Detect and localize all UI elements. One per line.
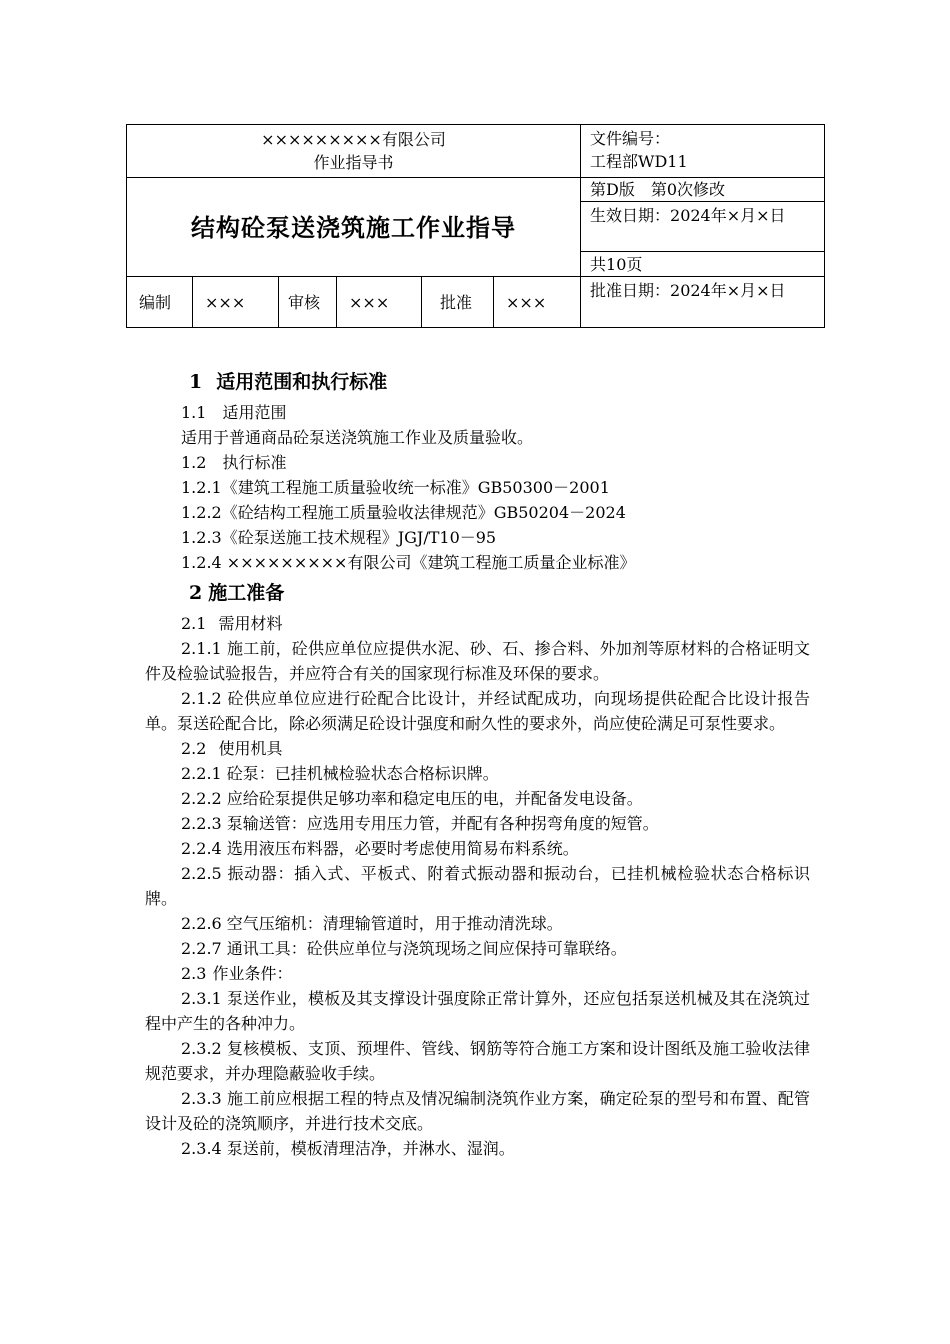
file-no-label: 文件编号： xyxy=(590,129,671,148)
standard-item: 1.2.4 ×××××××××有限公司《建筑工程施工质量企业标准》 xyxy=(181,553,636,572)
compiler-label: 编制 xyxy=(127,277,193,328)
paragraph-2-2-2: 2.2.2 应给砼泵提供足够功率和稳定电压的电，并配备发电设备。 xyxy=(181,789,643,808)
subsection-1-1: 1.1 适用范围 xyxy=(181,403,287,422)
approver-label: 批准 xyxy=(422,277,494,328)
standard-item: 1.2.2《砼结构工程施工质量验收法律规范》GB50204－2024 xyxy=(181,503,626,522)
subsection-1-2: 1.2 执行标准 xyxy=(181,453,287,472)
paragraph-2-2-7: 2.2.7 通讯工具：砼供应单位与浇筑现场之间应保持可靠联络。 xyxy=(181,939,627,958)
file-no: 工程部WD11 xyxy=(590,152,688,171)
paragraph-2-3-1: 2.3.1 泵送作业，模板及其支撑设计强度除正常计算外，还应包括泵送机械及其在浇筑过程中产生的各种冲力。 xyxy=(145,989,810,1033)
paragraph-2-2-1: 2.2.1 砼泵：已挂机械检验状态合格标识牌。 xyxy=(181,764,499,783)
company-name: ×××××××××有限公司 xyxy=(261,130,446,149)
edition: 第D版 第0次修改 xyxy=(581,178,825,202)
effective-date: 生效日期：2024年×月×日 xyxy=(581,202,825,252)
approver-value: ××× xyxy=(494,277,581,328)
doc-title: 结构砼泵送浇筑施工作业指导 xyxy=(127,178,581,277)
page-count: 共10页 xyxy=(581,252,825,277)
section-2-heading: 2 施工准备 xyxy=(189,582,285,604)
standard-item: 1.2.1《建筑工程施工质量验收统一标准》GB50300－2001 xyxy=(181,478,610,497)
paragraph-2-2-6: 2.2.6 空气压缩机：清理输管道时，用于推动清洗球。 xyxy=(181,914,563,933)
section-1-heading: 1 适用范围和执行标准 xyxy=(189,371,388,393)
compiler-value: ××× xyxy=(193,277,279,328)
file-no-cell xyxy=(581,125,825,178)
subsection-2-2: 2.2 使用机具 xyxy=(181,739,283,758)
company-cell xyxy=(127,125,581,178)
reviewer-value: ××× xyxy=(337,277,422,328)
doc-type: 作业指导书 xyxy=(313,153,394,172)
paragraph-2-2-3: 2.2.3 泵输送管：应选用专用压力管，并配有各种拐弯角度的短管。 xyxy=(181,814,659,833)
subsection-2-3: 2.3 作业条件： xyxy=(181,964,293,983)
paragraph-2-3-3: 2.3.3 施工前应根据工程的特点及情况编制浇筑作业方案，确定砼泵的型号和布置、配管设计及砼的浇筑顺序，并进行技术交底。 xyxy=(145,1089,810,1133)
reviewer-label: 审核 xyxy=(279,277,337,328)
approve-date: 批准日期：2024年×月×日 xyxy=(581,277,825,328)
paragraph-2-2-5: 2.2.5 振动器：插入式、平板式、附着式振动器和振动台，已挂机械检验状态合格标识牌。 xyxy=(145,864,810,908)
standard-item: 1.2.3《砼泵送施工技术规程》JGJ/T10－95 xyxy=(181,528,497,547)
paragraph-1-1: 适用于普通商品砼泵送浇筑施工作业及质量验收。 xyxy=(181,428,534,447)
document-header-table xyxy=(126,124,825,328)
document-body xyxy=(145,364,810,1161)
paragraph-2-2-4: 2.2.4 选用液压布料器，必要时考虑使用简易布料系统。 xyxy=(181,839,579,858)
paragraph-2-1-1: 2.1.1 施工前，砼供应单位应提供水泥、砂、石、掺合料、外加剂等原材料的合格证明文件及检验试验报告，并应符合有关的国家现行标准及环保的要求。 xyxy=(145,639,810,683)
subsection-2-1: 2.1 需用材料 xyxy=(181,614,283,633)
paragraph-2-3-4: 2.3.4 泵送前，模板清理洁净，并淋水、湿润。 xyxy=(181,1139,515,1158)
paragraph-2-1-2: 2.1.2 砼供应单位应进行砼配合比设计，并经试配成功，向现场提供砼配合比设计报告单。泵送砼配合比，除必须满足砼设计强度和耐久性的要求外，尚应使砼满足可泵性要求。 xyxy=(145,689,810,733)
paragraph-2-3-2: 2.3.2 复核模板、支顶、预埋件、管线、钢筋等符合施工方案和设计图纸及施工验收法律规范要求，并办理隐蔽验收手续。 xyxy=(145,1039,810,1083)
